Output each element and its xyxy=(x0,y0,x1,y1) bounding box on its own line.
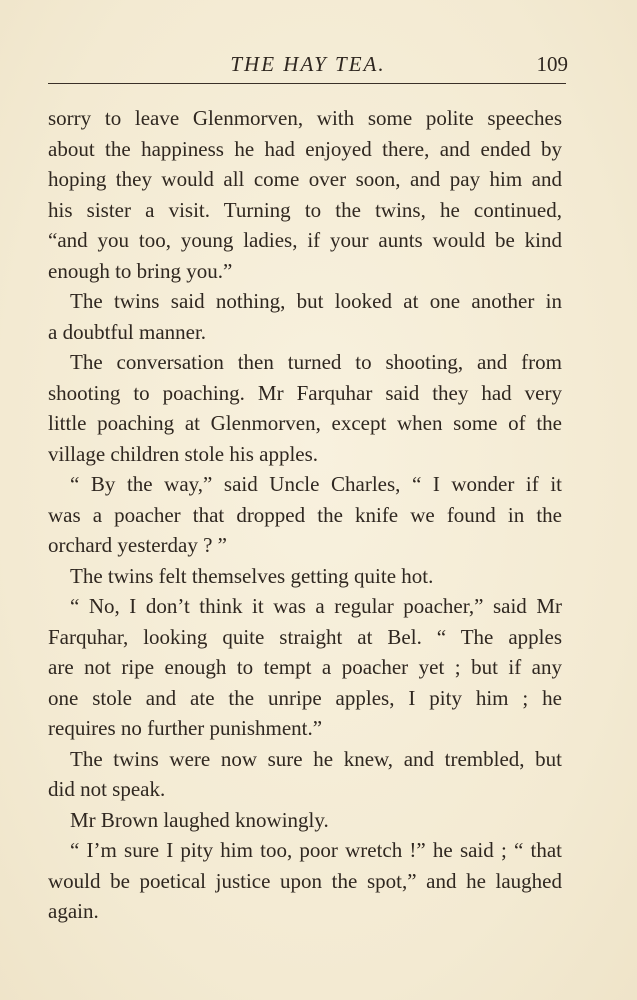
text-line: “ By the way,” said Uncle Charles, “ I wonder if it xyxy=(70,472,562,496)
text-line: would be poetical justice upon the spot,” and he laughed xyxy=(48,868,562,893)
text-line: requires no further punishment.” xyxy=(48,716,323,740)
text-line: again. xyxy=(48,899,99,923)
text-line: little poaching at Glenmorven, except when some of the xyxy=(48,411,562,435)
text-line: The twins said nothing, but looked at one another in xyxy=(70,289,562,313)
page-number: 109 xyxy=(536,52,568,76)
text-line: village children stole his apples. xyxy=(48,441,319,466)
text-line: The twins felt themselves getting quite hot. xyxy=(70,563,434,588)
text-line: “and you too, young ladies, if your aunts would be kind xyxy=(48,228,562,252)
text-line: shooting to poaching. Mr Farquhar said they had very xyxy=(48,380,562,405)
text-line: enough to bring you.” xyxy=(48,258,233,283)
text-line: Mr Brown laughed knowingly. xyxy=(70,807,329,832)
text-line: Farquhar, looking quite straight at Bel. “ The apples xyxy=(48,624,562,649)
text-line: orchard yesterday ? ” xyxy=(48,533,227,557)
text-line: his sister a visit. Turning to the twins, he continued, xyxy=(48,197,562,222)
body-text xyxy=(48,103,562,927)
text-line: one stole and ate the unripe apples, I pity him ; he xyxy=(48,685,562,710)
running-title: THE HAY TEA. xyxy=(230,52,386,76)
text-line: hoping they would all come over soon, and pay him and xyxy=(48,167,562,191)
text-line: about the happiness he had enjoyed there, and ended by xyxy=(48,136,562,161)
text-line: a doubtful manner. xyxy=(48,319,207,344)
text-line: The twins were now sure he knew, and trembled, but xyxy=(70,746,562,771)
text-line: The conversation then turned to shooting, and from xyxy=(70,350,562,374)
running-head xyxy=(48,50,568,82)
header-rule xyxy=(48,83,566,84)
text-line: sorry to leave Glenmorven, with some polite speeches xyxy=(48,106,562,130)
text-line: “ I’m sure I pity him too, poor wretch !” he said ; “ that xyxy=(70,838,562,862)
text-line: are not ripe enough to tempt a poacher yet ; but if any xyxy=(48,655,562,679)
text-line: did not speak. xyxy=(48,777,166,801)
text-line: “ No, I don’t think it was a regular poacher,” said Mr xyxy=(70,594,562,618)
text-line: was a poacher that dropped the knife we found in the xyxy=(48,502,562,527)
